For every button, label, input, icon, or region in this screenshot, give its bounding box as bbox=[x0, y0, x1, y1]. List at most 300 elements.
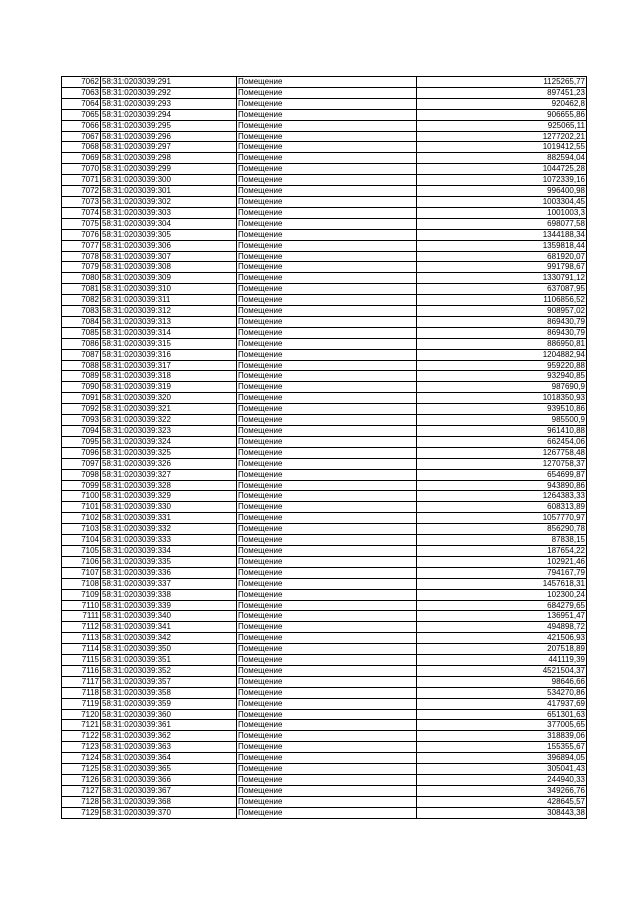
row-number-cell: 7087 bbox=[62, 349, 101, 360]
object-type-cell: Помещение bbox=[237, 87, 417, 98]
cadastral-number-cell: 58:31:0203039:332 bbox=[101, 524, 237, 535]
table-body bbox=[62, 77, 587, 819]
cadastral-number-cell: 58:31:0203039:340 bbox=[101, 611, 237, 622]
row-number-cell: 7083 bbox=[62, 306, 101, 317]
object-type-cell: Помещение bbox=[237, 447, 417, 458]
row-number-cell: 7079 bbox=[62, 262, 101, 273]
cadastral-number-cell: 58:31:0203039:307 bbox=[101, 251, 237, 262]
cadastral-value-cell: 961410,88 bbox=[417, 426, 587, 437]
object-type-cell: Помещение bbox=[237, 589, 417, 600]
table-row bbox=[62, 753, 587, 764]
row-number-cell: 7089 bbox=[62, 371, 101, 382]
cadastral-number-cell: 58:31:0203039:330 bbox=[101, 502, 237, 513]
cadastral-value-cell: 155355,67 bbox=[417, 742, 587, 753]
table-row bbox=[62, 644, 587, 655]
table-row bbox=[62, 349, 587, 360]
object-type-cell: Помещение bbox=[237, 644, 417, 655]
object-type-cell: Помещение bbox=[237, 371, 417, 382]
table-row bbox=[62, 109, 587, 120]
row-number-cell: 7082 bbox=[62, 295, 101, 306]
cadastral-value-cell: 136951,47 bbox=[417, 611, 587, 622]
row-number-cell: 7069 bbox=[62, 153, 101, 164]
cadastral-value-cell: 651301,63 bbox=[417, 709, 587, 720]
row-number-cell: 7068 bbox=[62, 142, 101, 153]
row-number-cell: 7125 bbox=[62, 764, 101, 775]
table-row bbox=[62, 524, 587, 535]
table-row bbox=[62, 120, 587, 131]
row-number-cell: 7081 bbox=[62, 284, 101, 295]
object-type-cell: Помещение bbox=[237, 600, 417, 611]
row-number-cell: 7080 bbox=[62, 273, 101, 284]
table-row bbox=[62, 611, 587, 622]
object-type-cell: Помещение bbox=[237, 753, 417, 764]
table-row bbox=[62, 480, 587, 491]
object-type-cell: Помещение bbox=[237, 109, 417, 120]
cadastral-number-cell: 58:31:0203039:342 bbox=[101, 633, 237, 644]
cadastral-value-cell: 1057770,97 bbox=[417, 513, 587, 524]
object-type-cell: Помещение bbox=[237, 251, 417, 262]
cadastral-number-cell: 58:31:0203039:365 bbox=[101, 764, 237, 775]
cadastral-number-cell: 58:31:0203039:350 bbox=[101, 644, 237, 655]
object-type-cell: Помещение bbox=[237, 393, 417, 404]
cadastral-value-cell: 1277202,21 bbox=[417, 131, 587, 142]
table-row bbox=[62, 426, 587, 437]
object-type-cell: Помещение bbox=[237, 382, 417, 393]
object-type-cell: Помещение bbox=[237, 491, 417, 502]
row-number-cell: 7108 bbox=[62, 578, 101, 589]
cadastral-value-cell: 1270758,37 bbox=[417, 458, 587, 469]
row-number-cell: 7107 bbox=[62, 567, 101, 578]
cadastral-number-cell: 58:31:0203039:359 bbox=[101, 698, 237, 709]
row-number-cell: 7095 bbox=[62, 436, 101, 447]
row-number-cell: 7115 bbox=[62, 655, 101, 666]
cadastral-value-cell: 1044725,28 bbox=[417, 164, 587, 175]
table-row bbox=[62, 295, 587, 306]
cadastral-number-cell: 58:31:0203039:314 bbox=[101, 327, 237, 338]
table-row bbox=[62, 600, 587, 611]
table-row bbox=[62, 633, 587, 644]
cadastral-number-cell: 58:31:0203039:298 bbox=[101, 153, 237, 164]
cadastral-number-cell: 58:31:0203039:301 bbox=[101, 186, 237, 197]
cadastral-value-cell: 987690,9 bbox=[417, 382, 587, 393]
cadastral-value-cell: 908957,02 bbox=[417, 306, 587, 317]
cadastral-value-cell: 1330791,12 bbox=[417, 273, 587, 284]
table-row bbox=[62, 764, 587, 775]
table-row bbox=[62, 218, 587, 229]
object-type-cell: Помещение bbox=[237, 229, 417, 240]
row-number-cell: 7090 bbox=[62, 382, 101, 393]
row-number-cell: 7065 bbox=[62, 109, 101, 120]
row-number-cell: 7099 bbox=[62, 480, 101, 491]
cadastral-value-cell: 428645,57 bbox=[417, 796, 587, 807]
object-type-cell: Помещение bbox=[237, 785, 417, 796]
object-type-cell: Помещение bbox=[237, 415, 417, 426]
row-number-cell: 7062 bbox=[62, 77, 101, 88]
row-number-cell: 7091 bbox=[62, 393, 101, 404]
object-type-cell: Помещение bbox=[237, 775, 417, 786]
table-row bbox=[62, 229, 587, 240]
object-type-cell: Помещение bbox=[237, 633, 417, 644]
object-type-cell: Помещение bbox=[237, 218, 417, 229]
row-number-cell: 7109 bbox=[62, 589, 101, 600]
row-number-cell: 7123 bbox=[62, 742, 101, 753]
cadastral-value-cell: 187654,22 bbox=[417, 545, 587, 556]
cadastral-number-cell: 58:31:0203039:312 bbox=[101, 306, 237, 317]
cadastral-number-cell: 58:31:0203039:367 bbox=[101, 785, 237, 796]
object-type-cell: Помещение bbox=[237, 458, 417, 469]
cadastral-value-cell: 1204882,94 bbox=[417, 349, 587, 360]
object-type-cell: Помещение bbox=[237, 360, 417, 371]
cadastral-value-cell: 869430,79 bbox=[417, 316, 587, 327]
object-type-cell: Помещение bbox=[237, 120, 417, 131]
cadastral-value-cell: 1106856,52 bbox=[417, 295, 587, 306]
table-row bbox=[62, 556, 587, 567]
cadastral-value-cell: 654699,87 bbox=[417, 469, 587, 480]
row-number-cell: 7101 bbox=[62, 502, 101, 513]
object-type-cell: Помещение bbox=[237, 731, 417, 742]
cadastral-value-cell: 882594,04 bbox=[417, 153, 587, 164]
cadastral-value-cell: 318839,06 bbox=[417, 731, 587, 742]
cadastral-number-cell: 58:31:0203039:308 bbox=[101, 262, 237, 273]
table-row bbox=[62, 175, 587, 186]
row-number-cell: 7102 bbox=[62, 513, 101, 524]
cadastral-value-cell: 959220,88 bbox=[417, 360, 587, 371]
object-type-cell: Помещение bbox=[237, 338, 417, 349]
cadastral-number-cell: 58:31:0203039:366 bbox=[101, 775, 237, 786]
object-type-cell: Помещение bbox=[237, 502, 417, 513]
table-row bbox=[62, 404, 587, 415]
cadastral-number-cell: 58:31:0203039:327 bbox=[101, 469, 237, 480]
cadastral-number-cell: 58:31:0203039:337 bbox=[101, 578, 237, 589]
table-row bbox=[62, 589, 587, 600]
object-type-cell: Помещение bbox=[237, 142, 417, 153]
cadastral-value-cell: 932940,85 bbox=[417, 371, 587, 382]
cadastral-value-cell: 1019412,55 bbox=[417, 142, 587, 153]
table-row bbox=[62, 273, 587, 284]
cadastral-number-cell: 58:31:0203039:361 bbox=[101, 720, 237, 731]
cadastral-value-cell: 1457618,31 bbox=[417, 578, 587, 589]
object-type-cell: Помещение bbox=[237, 720, 417, 731]
cadastral-number-cell: 58:31:0203039:303 bbox=[101, 207, 237, 218]
row-number-cell: 7086 bbox=[62, 338, 101, 349]
table-row bbox=[62, 196, 587, 207]
object-type-cell: Помещение bbox=[237, 665, 417, 676]
cadastral-number-cell: 58:31:0203039:313 bbox=[101, 316, 237, 327]
cadastral-value-cell: 87838,15 bbox=[417, 535, 587, 546]
object-type-cell: Помещение bbox=[237, 436, 417, 447]
cadastral-number-cell: 58:31:0203039:302 bbox=[101, 196, 237, 207]
cadastral-value-cell: 698077,58 bbox=[417, 218, 587, 229]
cadastral-number-cell: 58:31:0203039:319 bbox=[101, 382, 237, 393]
cadastral-value-cell: 102300,24 bbox=[417, 589, 587, 600]
cadastral-value-cell: 681920,07 bbox=[417, 251, 587, 262]
cadastral-number-cell: 58:31:0203039:318 bbox=[101, 371, 237, 382]
row-number-cell: 7127 bbox=[62, 785, 101, 796]
cadastral-value-cell: 1001003,3 bbox=[417, 207, 587, 218]
table-row bbox=[62, 436, 587, 447]
table-row bbox=[62, 207, 587, 218]
cadastral-number-cell: 58:31:0203039:305 bbox=[101, 229, 237, 240]
cadastral-number-cell: 58:31:0203039:339 bbox=[101, 600, 237, 611]
row-number-cell: 7084 bbox=[62, 316, 101, 327]
cadastral-number-cell: 58:31:0203039:324 bbox=[101, 436, 237, 447]
row-number-cell: 7076 bbox=[62, 229, 101, 240]
cadastral-value-cell: 925065,11 bbox=[417, 120, 587, 131]
cadastral-number-cell: 58:31:0203039:329 bbox=[101, 491, 237, 502]
table-row bbox=[62, 87, 587, 98]
cadastral-number-cell: 58:31:0203039:296 bbox=[101, 131, 237, 142]
cadastral-number-cell: 58:31:0203039:362 bbox=[101, 731, 237, 742]
object-type-cell: Помещение bbox=[237, 764, 417, 775]
table-row bbox=[62, 665, 587, 676]
object-type-cell: Помещение bbox=[237, 676, 417, 687]
table-row bbox=[62, 731, 587, 742]
table-row bbox=[62, 371, 587, 382]
row-number-cell: 7129 bbox=[62, 807, 101, 818]
object-type-cell: Помещение bbox=[237, 796, 417, 807]
cadastral-value-cell: 1018350,93 bbox=[417, 393, 587, 404]
object-type-cell: Помещение bbox=[237, 316, 417, 327]
table-row bbox=[62, 186, 587, 197]
table-row bbox=[62, 655, 587, 666]
cadastral-value-cell: 897451,23 bbox=[417, 87, 587, 98]
row-number-cell: 7120 bbox=[62, 709, 101, 720]
row-number-cell: 7105 bbox=[62, 545, 101, 556]
cadastral-value-cell: 939510,86 bbox=[417, 404, 587, 415]
row-number-cell: 7097 bbox=[62, 458, 101, 469]
cadastral-value-cell: 991798,67 bbox=[417, 262, 587, 273]
table-row bbox=[62, 360, 587, 371]
cadastral-value-cell: 308443,38 bbox=[417, 807, 587, 818]
cadastral-value-cell: 856290,78 bbox=[417, 524, 587, 535]
row-number-cell: 7106 bbox=[62, 556, 101, 567]
cadastral-number-cell: 58:31:0203039:322 bbox=[101, 415, 237, 426]
table-row bbox=[62, 469, 587, 480]
cadastral-number-cell: 58:31:0203039:304 bbox=[101, 218, 237, 229]
cadastral-value-cell: 1072339,16 bbox=[417, 175, 587, 186]
table-row bbox=[62, 720, 587, 731]
row-number-cell: 7113 bbox=[62, 633, 101, 644]
cadastral-value-cell: 637087,95 bbox=[417, 284, 587, 295]
table-row bbox=[62, 545, 587, 556]
table-row bbox=[62, 502, 587, 513]
table-row bbox=[62, 131, 587, 142]
cadastral-number-cell: 58:31:0203039:331 bbox=[101, 513, 237, 524]
cadastral-value-cell: 441119,39 bbox=[417, 655, 587, 666]
object-type-cell: Помещение bbox=[237, 687, 417, 698]
object-type-cell: Помещение bbox=[237, 77, 417, 88]
cadastral-value-cell: 1344188,34 bbox=[417, 229, 587, 240]
cadastral-value-cell: 421506,93 bbox=[417, 633, 587, 644]
object-type-cell: Помещение bbox=[237, 807, 417, 818]
object-type-cell: Помещение bbox=[237, 98, 417, 109]
cadastral-number-cell: 58:31:0203039:335 bbox=[101, 556, 237, 567]
object-type-cell: Помещение bbox=[237, 240, 417, 251]
table-row bbox=[62, 164, 587, 175]
object-type-cell: Помещение bbox=[237, 175, 417, 186]
row-number-cell: 7110 bbox=[62, 600, 101, 611]
table-row bbox=[62, 415, 587, 426]
cadastral-number-cell: 58:31:0203039:368 bbox=[101, 796, 237, 807]
table-row bbox=[62, 709, 587, 720]
cadastral-value-cell: 305041,43 bbox=[417, 764, 587, 775]
row-number-cell: 7111 bbox=[62, 611, 101, 622]
table-row bbox=[62, 807, 587, 818]
cadastral-value-cell: 534270,86 bbox=[417, 687, 587, 698]
row-number-cell: 7085 bbox=[62, 327, 101, 338]
object-type-cell: Помещение bbox=[237, 284, 417, 295]
cadastral-number-cell: 58:31:0203039:297 bbox=[101, 142, 237, 153]
object-type-cell: Помещение bbox=[237, 207, 417, 218]
object-type-cell: Помещение bbox=[237, 273, 417, 284]
row-number-cell: 7116 bbox=[62, 665, 101, 676]
row-number-cell: 7092 bbox=[62, 404, 101, 415]
cadastral-value-cell: 886950,81 bbox=[417, 338, 587, 349]
cadastral-value-cell: 996400,98 bbox=[417, 186, 587, 197]
row-number-cell: 7117 bbox=[62, 676, 101, 687]
row-number-cell: 7094 bbox=[62, 426, 101, 437]
cadastral-number-cell: 58:31:0203039:317 bbox=[101, 360, 237, 371]
table-row bbox=[62, 98, 587, 109]
object-type-cell: Помещение bbox=[237, 469, 417, 480]
object-type-cell: Помещение bbox=[237, 426, 417, 437]
table-row bbox=[62, 447, 587, 458]
object-type-cell: Помещение bbox=[237, 480, 417, 491]
cadastral-value-cell: 1359818,44 bbox=[417, 240, 587, 251]
cadastral-number-cell: 58:31:0203039:325 bbox=[101, 447, 237, 458]
table-row bbox=[62, 306, 587, 317]
cadastral-number-cell: 58:31:0203039:299 bbox=[101, 164, 237, 175]
cadastral-value-cell: 1264383,33 bbox=[417, 491, 587, 502]
table-row bbox=[62, 535, 587, 546]
cadastral-number-cell: 58:31:0203039:293 bbox=[101, 98, 237, 109]
row-number-cell: 7093 bbox=[62, 415, 101, 426]
cadastral-value-cell: 4521504,37 bbox=[417, 665, 587, 676]
table-row bbox=[62, 316, 587, 327]
object-type-cell: Помещение bbox=[237, 524, 417, 535]
object-type-cell: Помещение bbox=[237, 196, 417, 207]
table-row bbox=[62, 458, 587, 469]
cadastral-number-cell: 58:31:0203039:363 bbox=[101, 742, 237, 753]
cadastral-number-cell: 58:31:0203039:341 bbox=[101, 622, 237, 633]
object-type-cell: Помещение bbox=[237, 655, 417, 666]
object-type-cell: Помещение bbox=[237, 622, 417, 633]
row-number-cell: 7128 bbox=[62, 796, 101, 807]
cadastral-value-cell: 396894,05 bbox=[417, 753, 587, 764]
row-number-cell: 7103 bbox=[62, 524, 101, 535]
row-number-cell: 7067 bbox=[62, 131, 101, 142]
cadastral-number-cell: 58:31:0203039:295 bbox=[101, 120, 237, 131]
row-number-cell: 7074 bbox=[62, 207, 101, 218]
table-row bbox=[62, 676, 587, 687]
cadastral-value-cell: 1003304,45 bbox=[417, 196, 587, 207]
cadastral-number-cell: 58:31:0203039:328 bbox=[101, 480, 237, 491]
cadastral-number-cell: 58:31:0203039:316 bbox=[101, 349, 237, 360]
table-row bbox=[62, 393, 587, 404]
row-number-cell: 7064 bbox=[62, 98, 101, 109]
cadastral-number-cell: 58:31:0203039:326 bbox=[101, 458, 237, 469]
cadastral-number-cell: 58:31:0203039:292 bbox=[101, 87, 237, 98]
row-number-cell: 7100 bbox=[62, 491, 101, 502]
object-type-cell: Помещение bbox=[237, 164, 417, 175]
cadastral-number-cell: 58:31:0203039:351 bbox=[101, 655, 237, 666]
object-type-cell: Помещение bbox=[237, 153, 417, 164]
cadastral-value-cell: 869430,79 bbox=[417, 327, 587, 338]
cadastral-value-cell: 662454,06 bbox=[417, 436, 587, 447]
row-number-cell: 7077 bbox=[62, 240, 101, 251]
property-value-table bbox=[61, 76, 587, 819]
object-type-cell: Помещение bbox=[237, 545, 417, 556]
cadastral-number-cell: 58:31:0203039:336 bbox=[101, 567, 237, 578]
cadastral-value-cell: 417937,69 bbox=[417, 698, 587, 709]
cadastral-value-cell: 794167,79 bbox=[417, 567, 587, 578]
table-row bbox=[62, 284, 587, 295]
table-row bbox=[62, 142, 587, 153]
cadastral-number-cell: 58:31:0203039:370 bbox=[101, 807, 237, 818]
table-row bbox=[62, 567, 587, 578]
table-row bbox=[62, 578, 587, 589]
table-row bbox=[62, 491, 587, 502]
cadastral-value-cell: 985500,9 bbox=[417, 415, 587, 426]
cadastral-number-cell: 58:31:0203039:320 bbox=[101, 393, 237, 404]
cadastral-number-cell: 58:31:0203039:315 bbox=[101, 338, 237, 349]
object-type-cell: Помещение bbox=[237, 698, 417, 709]
cadastral-number-cell: 58:31:0203039:323 bbox=[101, 426, 237, 437]
cadastral-value-cell: 1267758,48 bbox=[417, 447, 587, 458]
table-row bbox=[62, 687, 587, 698]
cadastral-number-cell: 58:31:0203039:321 bbox=[101, 404, 237, 415]
cadastral-value-cell: 207518,89 bbox=[417, 644, 587, 655]
row-number-cell: 7066 bbox=[62, 120, 101, 131]
table-row bbox=[62, 338, 587, 349]
object-type-cell: Помещение bbox=[237, 186, 417, 197]
cadastral-value-cell: 684279,65 bbox=[417, 600, 587, 611]
table-row bbox=[62, 262, 587, 273]
row-number-cell: 7122 bbox=[62, 731, 101, 742]
cadastral-value-cell: 102921,46 bbox=[417, 556, 587, 567]
row-number-cell: 7070 bbox=[62, 164, 101, 175]
cadastral-number-cell: 58:31:0203039:364 bbox=[101, 753, 237, 764]
cadastral-value-cell: 920462,8 bbox=[417, 98, 587, 109]
cadastral-number-cell: 58:31:0203039:291 bbox=[101, 77, 237, 88]
cadastral-value-cell: 906655,86 bbox=[417, 109, 587, 120]
cadastral-value-cell: 98646,66 bbox=[417, 676, 587, 687]
row-number-cell: 7071 bbox=[62, 175, 101, 186]
table-row bbox=[62, 382, 587, 393]
cadastral-number-cell: 58:31:0203039:358 bbox=[101, 687, 237, 698]
cadastral-number-cell: 58:31:0203039:300 bbox=[101, 175, 237, 186]
row-number-cell: 7072 bbox=[62, 186, 101, 197]
row-number-cell: 7104 bbox=[62, 535, 101, 546]
object-type-cell: Помещение bbox=[237, 306, 417, 317]
row-number-cell: 7096 bbox=[62, 447, 101, 458]
row-number-cell: 7119 bbox=[62, 698, 101, 709]
table-row bbox=[62, 775, 587, 786]
cadastral-number-cell: 58:31:0203039:334 bbox=[101, 545, 237, 556]
row-number-cell: 7073 bbox=[62, 196, 101, 207]
cadastral-number-cell: 58:31:0203039:294 bbox=[101, 109, 237, 120]
row-number-cell: 7114 bbox=[62, 644, 101, 655]
object-type-cell: Помещение bbox=[237, 611, 417, 622]
cadastral-value-cell: 943890,86 bbox=[417, 480, 587, 491]
cadastral-number-cell: 58:31:0203039:333 bbox=[101, 535, 237, 546]
row-number-cell: 7118 bbox=[62, 687, 101, 698]
cadastral-number-cell: 58:31:0203039:311 bbox=[101, 295, 237, 306]
cadastral-number-cell: 58:31:0203039:338 bbox=[101, 589, 237, 600]
table-row bbox=[62, 77, 587, 88]
table-row bbox=[62, 698, 587, 709]
cadastral-number-cell: 58:31:0203039:360 bbox=[101, 709, 237, 720]
